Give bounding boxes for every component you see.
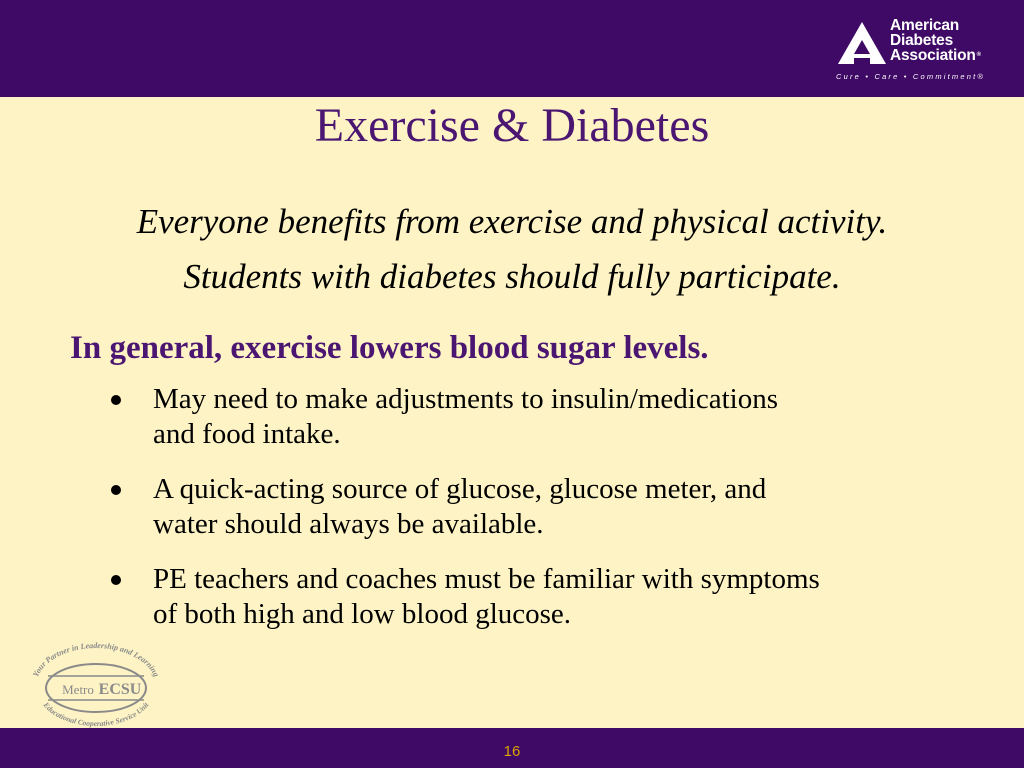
bullet-item xyxy=(108,472,988,542)
triangle-logo-icon xyxy=(836,20,888,66)
ada-name-line-3: Association xyxy=(890,47,976,64)
bullet-item xyxy=(108,562,988,632)
ada-name-line-1: American xyxy=(890,17,960,34)
ecsu-top-arc-text: Your Partner in Leadership and Learning xyxy=(31,640,161,679)
bullet-text-line-2: water should always be available. xyxy=(153,508,544,540)
bullet-text-line-1: A quick-acting source of glucose, glucose meter, and xyxy=(153,473,767,505)
ecsu-metro-text: Metro xyxy=(62,682,94,697)
metro-ecsu-logo xyxy=(28,640,163,732)
ada-tagline: Cure • Care • Commitment® xyxy=(836,72,986,81)
subtitle-line-1: Everyone benefits from exercise and physical activity. xyxy=(136,202,888,241)
bullet-dot-icon xyxy=(111,395,121,405)
bullet-text-line-2: of both high and low blood glucose. xyxy=(153,598,572,630)
slide-title: Exercise & Diabetes xyxy=(314,99,710,152)
bullet-text-line-1: PE teachers and coaches must be familiar with symptoms xyxy=(153,563,820,595)
ada-name-line-2: Diabetes xyxy=(890,32,954,49)
ada-logo xyxy=(836,16,996,86)
svg-text:Your Partner in Leadership and xyxy=(31,641,161,678)
ecsu-name-text: ECSU xyxy=(98,681,142,698)
section-heading: In general, exercise lowers blood sugar levels. xyxy=(70,330,709,366)
bullet-text-line-2: and food intake. xyxy=(153,418,341,450)
bullet-text-line-1: May need to make adjustments to insulin/medications xyxy=(153,383,779,415)
slide-subtitle xyxy=(0,194,1024,304)
ecsu-bottom-arc-text: Educational Cooperative Service Unit xyxy=(41,700,151,729)
registered-mark: ® xyxy=(976,52,981,58)
page-number: 16 xyxy=(503,743,521,760)
bullet-list xyxy=(108,382,988,652)
ada-name xyxy=(890,18,981,63)
bullet-item xyxy=(108,382,988,452)
bullet-dot-icon xyxy=(111,485,121,495)
bullet-dot-icon xyxy=(111,575,121,585)
subtitle-line-2: Students with diabetes should fully participate. xyxy=(183,257,841,296)
